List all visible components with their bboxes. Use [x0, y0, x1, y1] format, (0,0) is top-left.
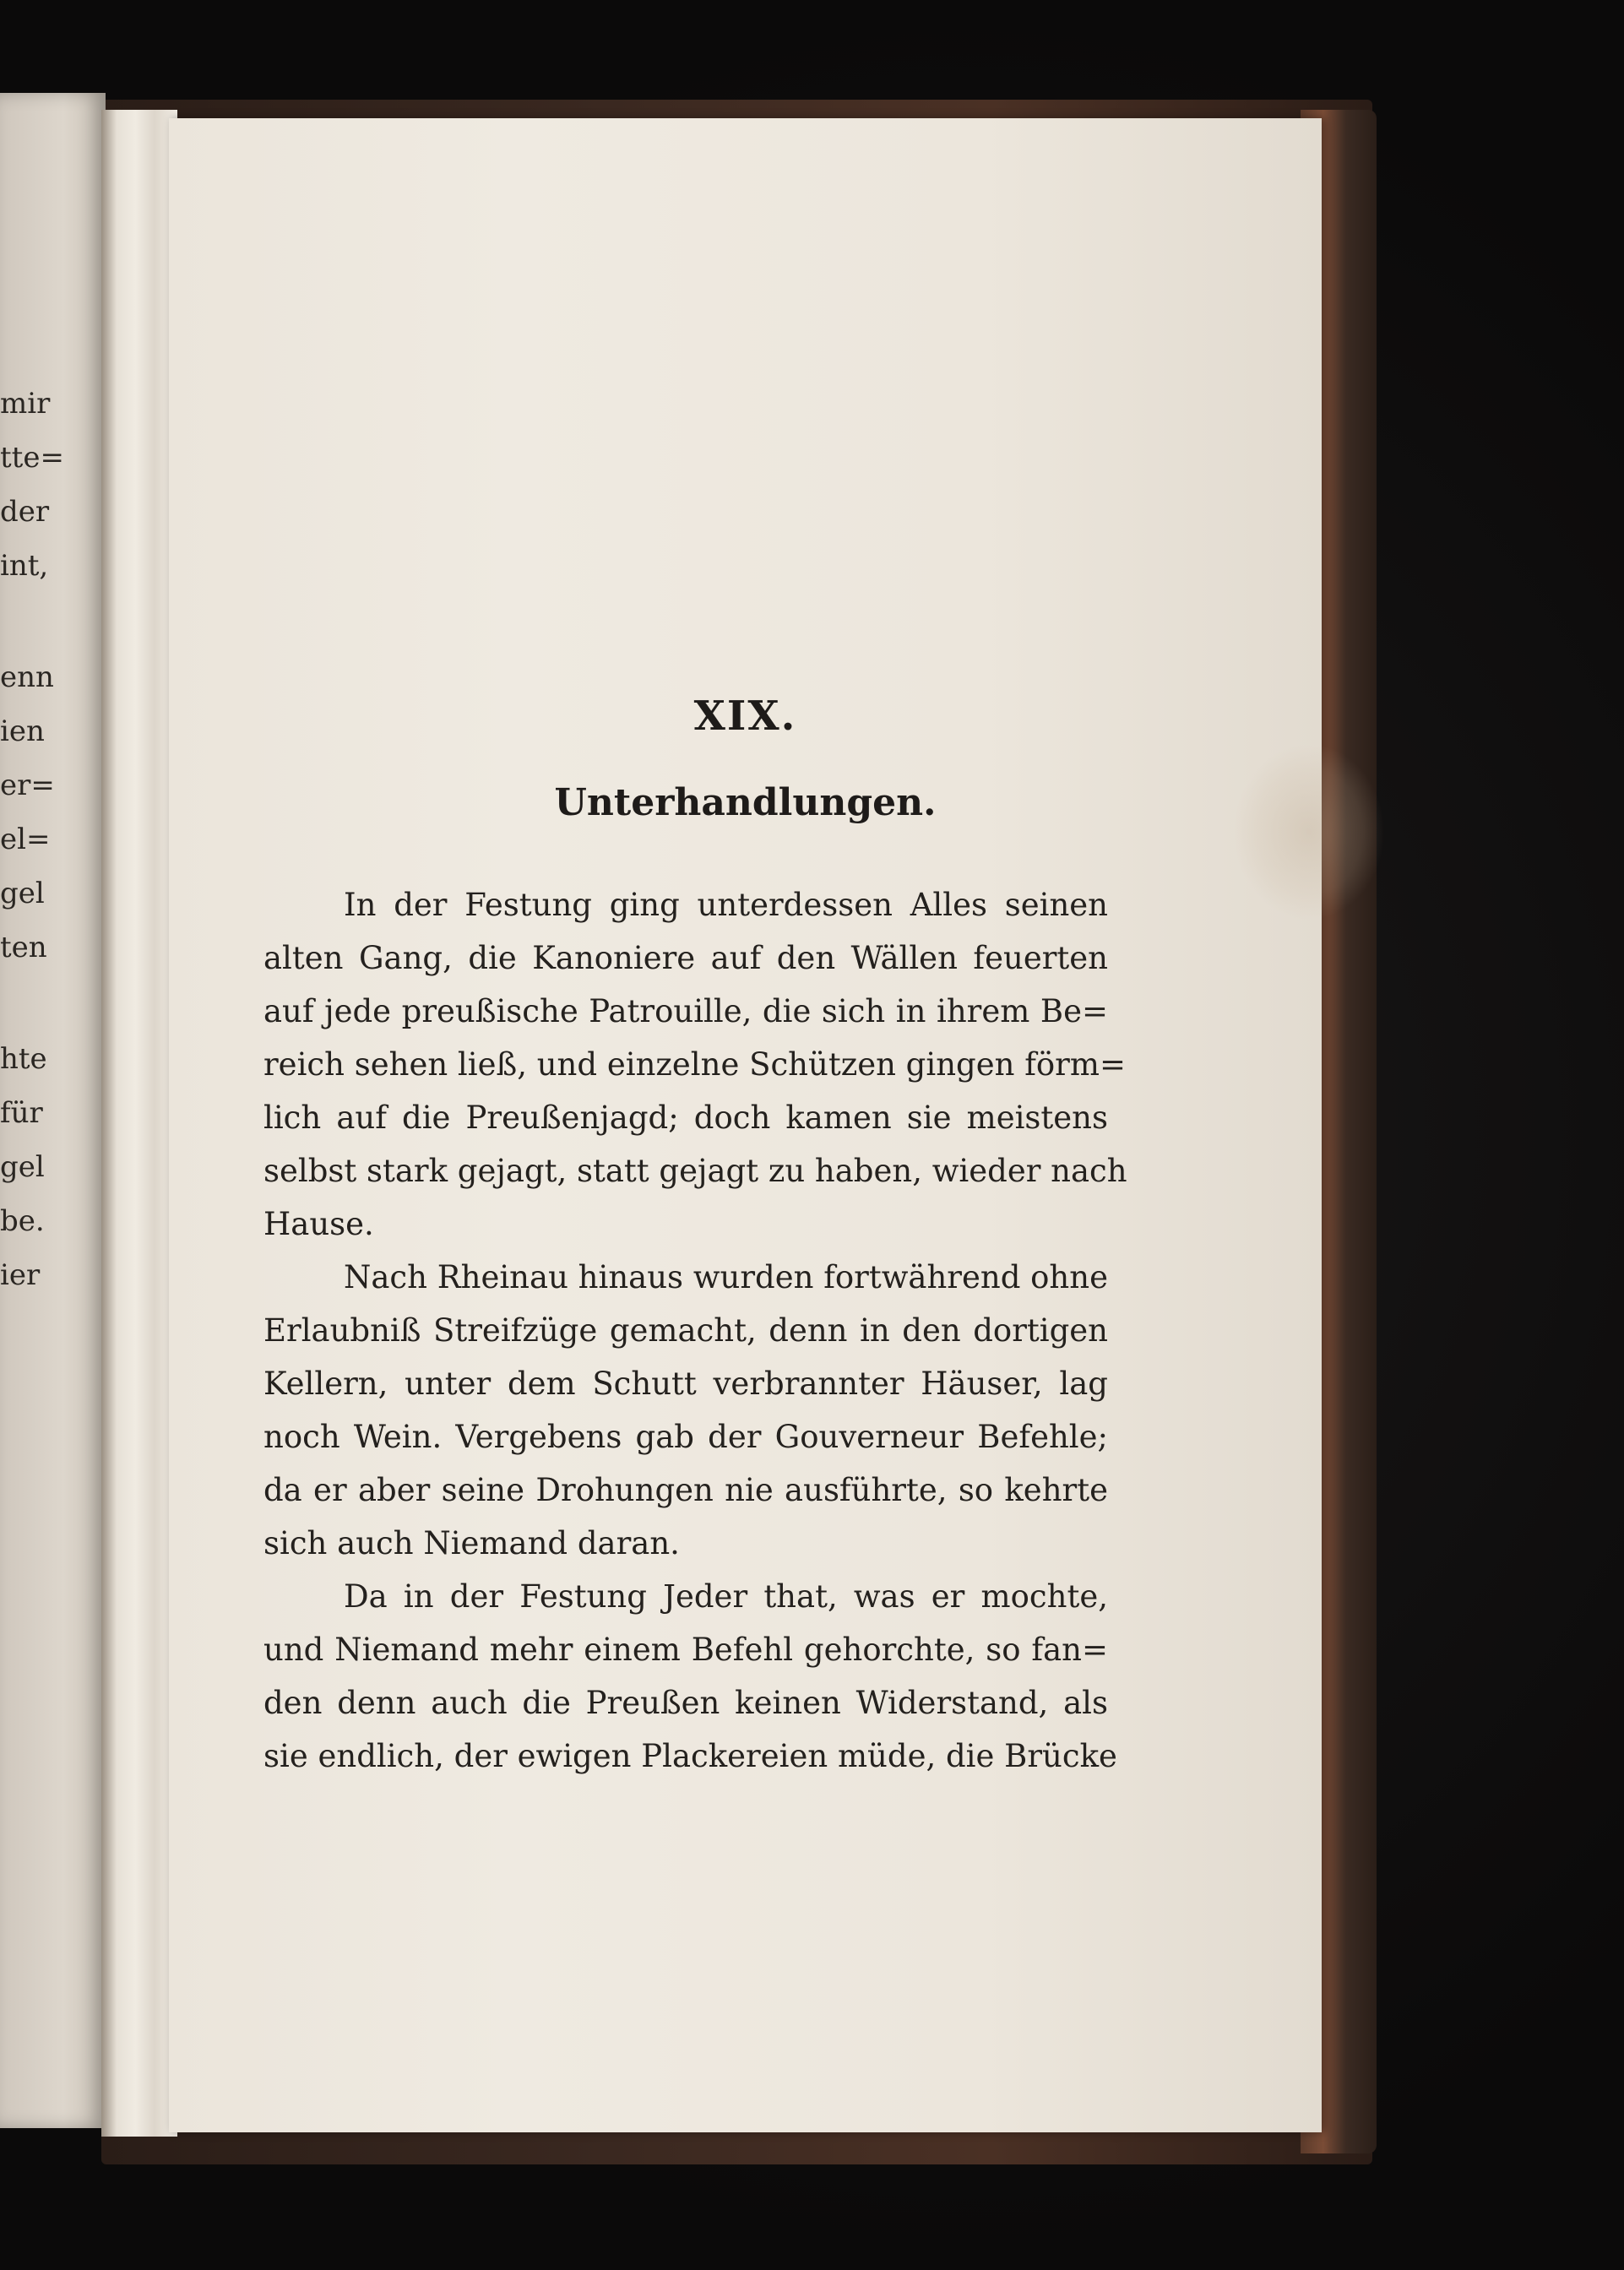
- left-fragment: tte=: [0, 441, 64, 475]
- text-line: auf jede preußische Patrouille, die sich in ihrem Be=: [263, 993, 1108, 1029]
- text-line: und Niemand mehr einem Befehl gehorchte, so fan=: [263, 1632, 1108, 1668]
- text-line: lich auf die Preußenjagd; doch kamen sie meistens: [263, 1100, 1108, 1136]
- left-fragment: ten: [0, 931, 47, 964]
- left-fragment: gel: [0, 877, 45, 910]
- left-page: [0, 93, 106, 2128]
- text-line: Nach Rheinau hinaus wurden fortwährend ohne: [344, 1259, 1108, 1295]
- text-line: Kellern, unter dem Schutt verbrannter Häuser, lag: [263, 1366, 1108, 1402]
- chapter-number: XIX.: [693, 692, 797, 740]
- left-fragment: enn: [0, 660, 54, 694]
- left-fragment: mir: [0, 387, 51, 421]
- text-line: den denn auch die Preußen keinen Widerstand, als: [263, 1685, 1108, 1721]
- text-line: In der Festung ging unterdessen Alles seinen: [344, 887, 1108, 923]
- paragraph: [263, 878, 1127, 1251]
- chapter-body: [263, 878, 1127, 1783]
- text-line: sich auch Niemand daran.: [263, 1525, 680, 1561]
- text-line: reich sehen ließ, und einzelne Schützen gingen förm=: [263, 1046, 1126, 1083]
- left-fragment: ier: [0, 1258, 41, 1292]
- right-page: [169, 118, 1322, 2132]
- left-fragment: be.: [0, 1204, 45, 1238]
- text-line: da er aber seine Drohungen nie ausführte, so kehrte: [263, 1472, 1108, 1508]
- paragraph: [263, 1251, 1108, 1570]
- text-line: alten Gang, die Kanoniere auf den Wällen feuerten: [263, 940, 1108, 976]
- chapter-title: Unterhandlungen.: [554, 781, 937, 824]
- text-line: noch Wein. Vergebens gab der Gouverneur Befehle;: [263, 1419, 1108, 1455]
- paper-stain: [1233, 743, 1385, 920]
- paragraph: [263, 1570, 1117, 1783]
- left-fragment: der: [0, 495, 50, 529]
- left-fragment: ien: [0, 714, 45, 748]
- left-fragment: er=: [0, 768, 55, 802]
- left-fragment: für: [0, 1096, 43, 1130]
- left-fragment: gel: [0, 1150, 45, 1184]
- text-line: Erlaubniß Streifzüge gemacht, denn in den dortigen: [263, 1312, 1108, 1349]
- text-line: selbst stark gejagt, statt gejagt zu haben, wieder nach: [263, 1153, 1127, 1189]
- text-line: Hause.: [263, 1206, 374, 1242]
- text-line: Da in der Festung Jeder that, was er mochte,: [344, 1578, 1108, 1615]
- left-fragment: int,: [0, 549, 49, 583]
- page-gutter: [101, 110, 177, 2137]
- text-line: sie endlich, der ewigen Plackereien müde, die Brücke: [263, 1738, 1117, 1774]
- left-fragment: hte: [0, 1042, 47, 1076]
- left-fragment: el=: [0, 823, 51, 856]
